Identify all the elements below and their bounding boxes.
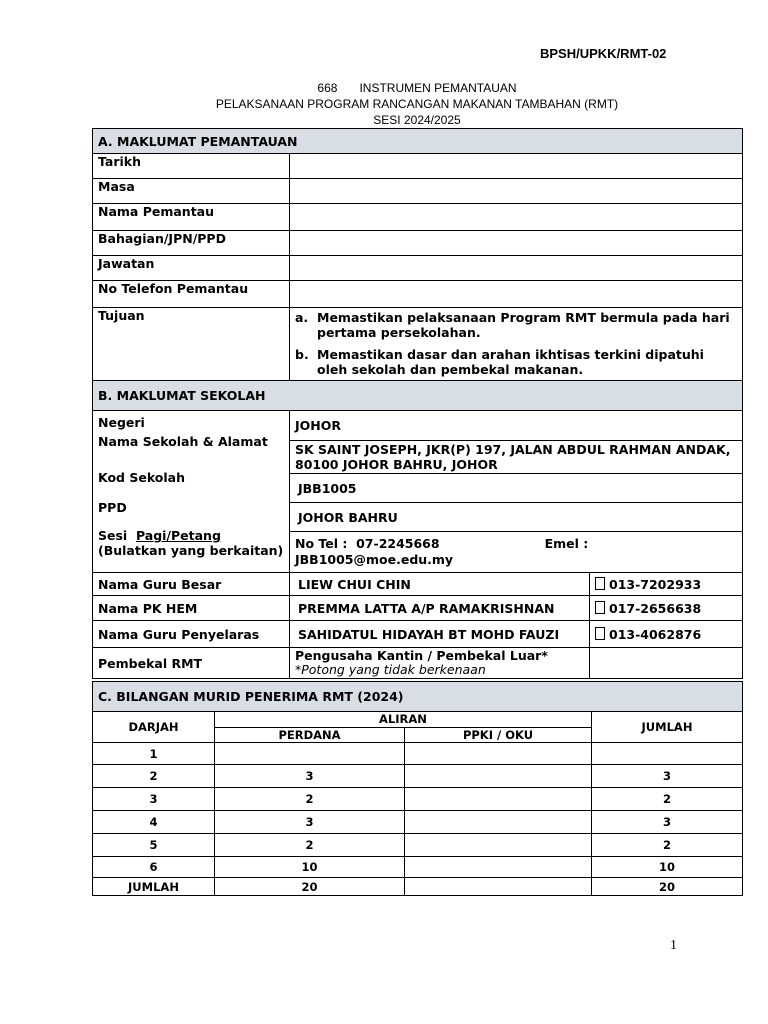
tujuan-list: [295, 310, 737, 377]
table-row: [93, 648, 743, 679]
document-code: BPSH/UPKK/RMT-02: [540, 46, 667, 61]
label-tujuan: Tujuan: [93, 308, 290, 381]
emel-label: Emel :: [544, 536, 589, 551]
input-tarikh[interactable]: [290, 154, 743, 179]
table-row: [93, 878, 743, 896]
section-b-table: [92, 380, 743, 679]
phone-guru-penyelaras: 013-4062876: [609, 626, 702, 642]
label-pk-hem: Nama PK HEM: [93, 596, 290, 621]
value-kod-sekolah: JBB1005: [290, 474, 743, 503]
cell-jumlah: 2: [592, 788, 743, 811]
table-row: [93, 621, 743, 648]
name-guru-penyelaras: SAHIDATUL HIDAYAH BT MOHD FAUZI: [290, 621, 590, 648]
label-sesi-note: (Bulatkan yang berkaitan): [98, 543, 284, 558]
table-row: [93, 765, 743, 788]
label-kod-sekolah: Kod Sekolah: [98, 470, 186, 485]
list-item: [295, 347, 737, 377]
cell-darjah: 3: [93, 788, 215, 811]
table-row: [93, 834, 743, 857]
cell-ppki: [405, 743, 592, 765]
title-line-1: INSTRUMEN PEMANTAUAN: [359, 81, 517, 95]
label-telefon: No Telefon Pemantau: [93, 281, 290, 308]
table-row: [93, 179, 743, 204]
phone-icon: [595, 627, 605, 640]
table-row: [93, 204, 743, 231]
cell-perdana: 2: [215, 788, 405, 811]
cell-darjah: 6: [93, 857, 215, 878]
table-row: [93, 231, 743, 256]
header-perdana: PERDANA: [215, 727, 405, 743]
table-row: [93, 281, 743, 308]
contact-cell: [290, 532, 743, 573]
list-item: [295, 310, 737, 340]
value-negeri: JOHOR: [290, 411, 743, 441]
cell-darjah: JUMLAH: [93, 878, 215, 896]
section-b-title: B. MAKLUMAT SEKOLAH: [93, 381, 743, 411]
section-c-title: C. BILANGAN MURID PENERIMA RMT (2024): [93, 682, 743, 712]
cell-ppki: [405, 834, 592, 857]
value-nama-sekolah: SK SAINT JOSEPH, JKR(P) 197, JALAN ABDUL RAHMAN ANDAK, 80100 JOHOR BAHRU, JOHOR: [290, 441, 743, 474]
table-row: [93, 256, 743, 281]
input-bahagian[interactable]: [290, 231, 743, 256]
title-line-2: PELAKSANAAN PROGRAM RANCANGAN MAKANAN TAMBAHAN (RMT): [215, 97, 619, 111]
sesi-option[interactable]: Pagi/Petang: [135, 528, 221, 543]
input-masa[interactable]: [290, 179, 743, 204]
table-row: [93, 596, 743, 621]
label-sesi: Sesi: [98, 528, 128, 543]
label-jawatan: Jawatan: [93, 256, 290, 281]
label-guru-besar: Nama Guru Besar: [93, 573, 290, 596]
tujuan-a-text: Memastikan pelaksanaan Program RMT bermula pada hari pertama persekolahan.: [317, 310, 730, 340]
table-row: [93, 573, 743, 596]
label-nama-pemantau: Nama Pemantau: [93, 204, 290, 231]
table-row: [93, 743, 743, 765]
cell-jumlah: 20: [592, 878, 743, 896]
table-row: [93, 811, 743, 834]
header-aliran: ALIRAN: [215, 712, 592, 728]
phone-pk-hem: 017-2656638: [609, 600, 702, 616]
label-bahagian: Bahagian/JPN/PPD: [93, 231, 290, 256]
pembekal-note: *Potong yang tidak berkenaan: [295, 662, 486, 677]
section-a-table: [92, 128, 743, 381]
cell-perdana: 3: [215, 765, 405, 788]
label-masa: Masa: [93, 179, 290, 204]
cell-jumlah: 3: [592, 811, 743, 834]
header-jumlah: JUMLAH: [592, 712, 743, 743]
cell-ppki: [405, 857, 592, 878]
list-marker: b.: [295, 347, 309, 362]
label-ppd: PPD: [98, 500, 127, 515]
cell-darjah: 1: [93, 743, 215, 765]
cell-darjah: 5: [93, 834, 215, 857]
tel-value: 07-2245668: [356, 536, 440, 551]
header-darjah: DARJAH: [93, 712, 215, 743]
tel-label: No Tel :: [295, 536, 348, 551]
header-ppki: PPKI / OKU: [405, 727, 592, 743]
phone-icon: [595, 601, 605, 614]
table-row: [93, 308, 743, 381]
cell-jumlah: 2: [592, 834, 743, 857]
title-line-3: SESI 2024/2025: [373, 113, 461, 127]
cell-perdana: 20: [215, 878, 405, 896]
cell-jumlah: 3: [592, 765, 743, 788]
input-telefon[interactable]: [290, 281, 743, 308]
pembekal-value[interactable]: Pengusaha Kantin / Pembekal Luar*: [295, 648, 548, 663]
cell-ppki: [405, 765, 592, 788]
cell-jumlah: [592, 743, 743, 765]
name-guru-besar: LIEW CHUI CHIN: [290, 573, 590, 596]
cell-perdana: 3: [215, 811, 405, 834]
cell-ppki: [405, 788, 592, 811]
value-ppd: JOHOR BAHRU: [290, 503, 743, 532]
cell-darjah: 4: [93, 811, 215, 834]
input-nama-pemantau[interactable]: [290, 204, 743, 231]
tujuan-b-text: Memastikan dasar dan arahan ikhtisas terkini dipatuhi oleh sekolah dan pembekal makanan.: [317, 347, 704, 377]
phone-guru-besar: 013-7202933: [609, 576, 702, 592]
cell-ppki: [405, 878, 592, 896]
table-row: [93, 857, 743, 878]
pembekal-cell: [290, 648, 590, 679]
label-nama-sekolah: Nama Sekolah & Alamat: [98, 434, 268, 449]
input-jawatan[interactable]: [290, 256, 743, 281]
tujuan-content: [290, 308, 743, 381]
pembekal-extra: [590, 648, 743, 679]
section-c-table: [92, 681, 743, 896]
name-pk-hem: PREMMA LATTA A/P RAMAKRISHNAN: [290, 596, 590, 621]
document-title: [92, 80, 742, 128]
cell-jumlah: 10: [592, 857, 743, 878]
section-a-title: A. MAKLUMAT PEMANTAUAN: [93, 129, 743, 154]
table-row: [93, 154, 743, 179]
phone-icon: [595, 577, 605, 590]
form-number: 668: [317, 81, 338, 95]
table-row: [93, 788, 743, 811]
page-number: 1: [670, 938, 677, 953]
list-marker: a.: [295, 310, 309, 325]
label-pembekal: Pembekal RMT: [93, 648, 290, 679]
cell-perdana: [215, 743, 405, 765]
label-negeri: Negeri: [98, 415, 145, 430]
cell-darjah: 2: [93, 765, 215, 788]
cell-perdana: 2: [215, 834, 405, 857]
cell-ppki: [405, 811, 592, 834]
label-guru-penyelaras: Nama Guru Penyelaras: [93, 621, 290, 648]
cell-perdana: 10: [215, 857, 405, 878]
label-tarikh: Tarikh: [93, 154, 290, 179]
emel-value: JBB1005@moe.edu.my: [295, 552, 454, 567]
school-labels: [93, 411, 290, 573]
